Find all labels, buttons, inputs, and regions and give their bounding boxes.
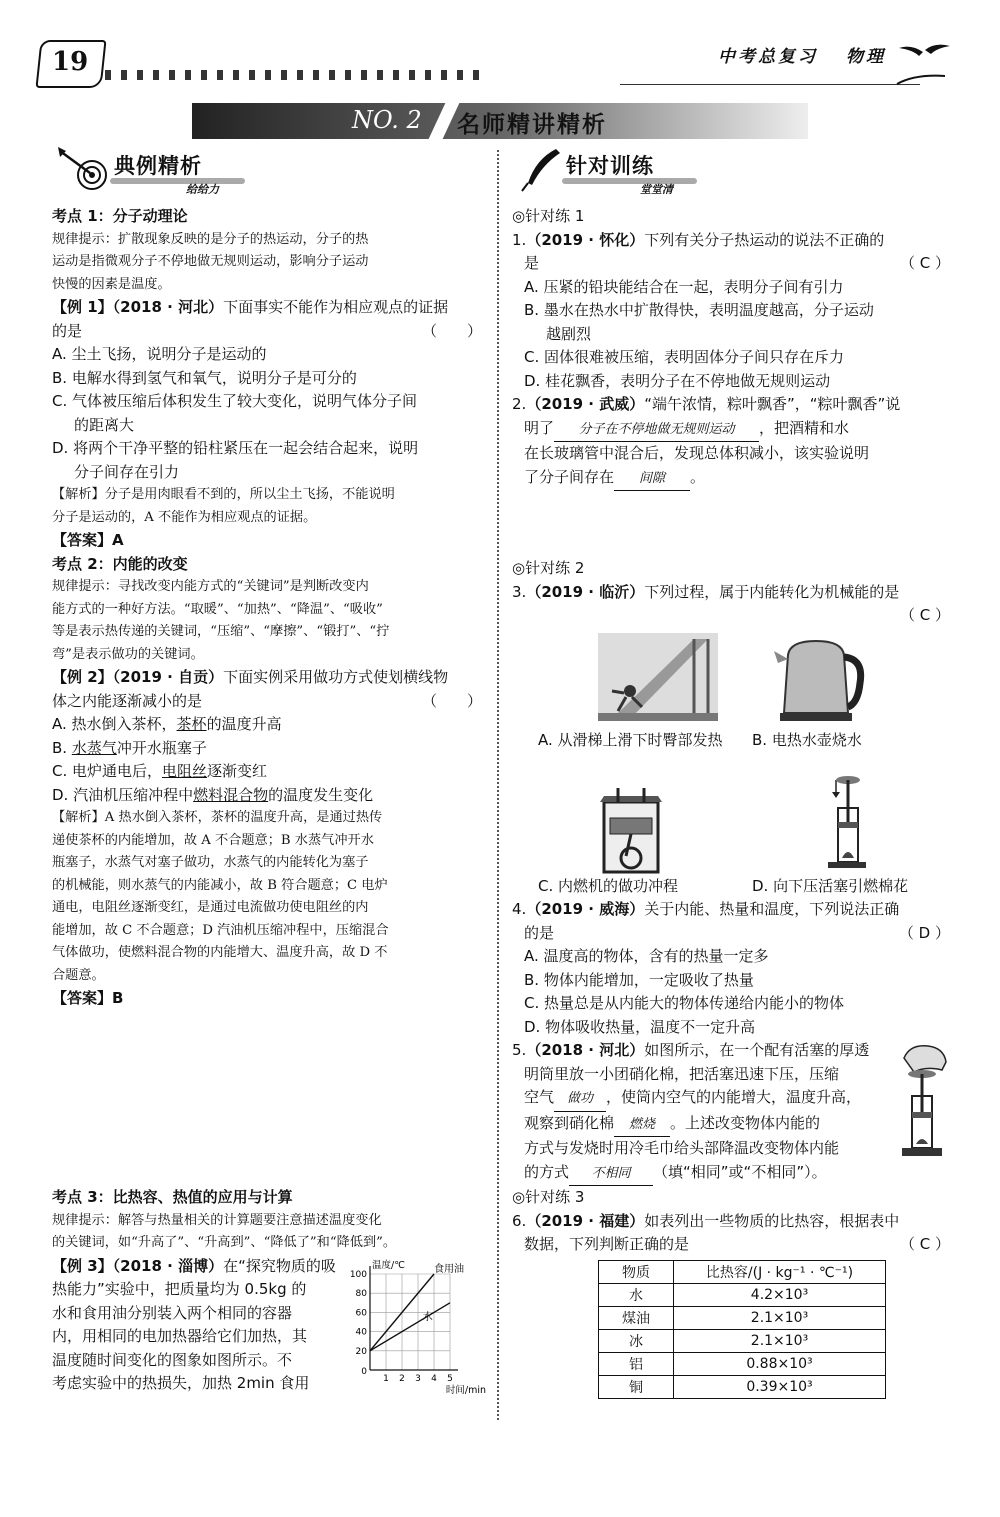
hand-piston-figure [896,1040,950,1160]
table-cell-heat: 2.1×10³ [674,1307,886,1330]
right-column-q4 [512,898,950,1257]
ex2-option-b [52,737,482,761]
slide-figure [598,633,718,721]
column-divider [497,150,499,1420]
ex2-answer: 【答案】B [52,989,124,1007]
q5-text-6b: （填“相同”或“不相同”）。 [653,1162,827,1181]
q5-text-4b: 。上述改变物体内能的 [670,1113,821,1132]
ex1-option-c: C. 气体被压缩后体积发生了较大变化，说明气体分子间 [52,392,418,410]
q3-caption-c: C. 内燃机的做功冲程 [538,877,679,895]
q5-line-5: 方式与发烧时用冷毛巾给头部降温改变物体内能 [524,1139,840,1157]
q5-number: 5. [512,1041,527,1059]
q1-option-a: A. 压紧的铅块能结合在一起，表明分子间有引力 [524,277,844,296]
specific-heat-table [598,1260,886,1399]
table-row [599,1307,886,1330]
ex2-c-post: 逐渐变红 [207,762,268,780]
engine-power-stroke-figure [588,788,674,880]
x-tick-label: 5 [447,1374,453,1384]
q5-source: （2018 · 河北） [526,1041,645,1059]
q2-line-3: 在长玻璃管中混合后，发现总体积减小，该实验说明 [524,444,870,462]
ex1-label: 【例 1】 [52,298,113,316]
q5-text-4a: 观察到硝化棉 [524,1113,615,1132]
banner-no: NO. 2 [352,106,422,134]
table-cell-substance: 冰 [599,1330,674,1353]
q5-blank-2: 燃烧 [614,1113,670,1138]
ex2-d-underlined: 燃料混合物 [193,785,269,804]
q3-caption-b: B. 电热水壶烧水 [752,731,862,749]
right-column-drill2 [512,557,950,627]
y-tick-label: 40 [355,1327,367,1338]
q1-option-b: B. 墨水在热水中扩散得快，表明温度越高，分子运动 [524,301,874,319]
table-row [599,1353,886,1376]
table-cell-heat: 2.1×10³ [674,1330,886,1353]
ex2-analysis-1: 【解析】A 热水倒入茶杯，茶杯的温度升高，是通过热传 [52,810,383,825]
ex2-b-underlined: 水蒸气 [71,738,117,757]
q1-stem [512,229,950,253]
y-axis-label: 温度/℃ [372,1260,405,1271]
q4-stem-2: 的是 [524,923,555,942]
ex1-analysis-1: 【解析】分子是用肉眼看不到的，所以尘土飞扬，不能说明 [52,487,395,502]
ex1-answer: 【答案】A [52,531,124,549]
q1-option-c: C. 固体很难被压缩，表明固体分子间只存在斥力 [524,348,845,366]
ex1-option-d-cont: 分子间存在引力 [74,462,180,481]
ex3-source: （2018 · 淄博） [112,1256,224,1275]
q5-line-4 [512,1112,950,1138]
ex2-source: （2019 · 自贡） [112,668,224,686]
ex3-line-3: 水和食用油分别装入两个相同的容器 [52,1303,293,1322]
ex3-line-4: 内，用相同的电加热器给它们加热，其 [52,1327,308,1345]
series-line-water [370,1303,450,1351]
x-tick-label: 4 [431,1374,437,1384]
x-tick-label: 2 [399,1374,405,1384]
drill-2-title: ◎针对练 2 [512,559,585,577]
q4-option-d: D. 物体吸收热量，温度不一定升高 [524,1017,756,1036]
q2-source: （2019 · 武威） [526,395,645,413]
piston-cotton-figure [822,774,866,874]
q5-text-6a: 的方式 [524,1162,570,1181]
q3-caption-a: A. 从滑梯上滑下时臀部发热 [538,731,723,749]
y-tick-label: 80 [355,1289,367,1300]
temperature-time-chart [348,1258,488,1398]
table-cell-substance: 煤油 [599,1307,674,1330]
ex2-label: 【例 2】 [52,668,113,686]
ex2-option-a [52,713,482,737]
ex3-text-1: 在“探究物质的吸 [223,1256,336,1275]
ex2-a-post: 的温度升高 [206,715,282,733]
ex2-c-underlined: 电阻丝 [162,762,208,780]
ex2-analysis-2: 递使茶杯的内能增加，故 A 不合题意；B 水蒸气冲开水 [52,832,374,848]
table-row [599,1284,886,1307]
q5-line-3 [512,1086,950,1112]
ex2-analysis-3: 瓶塞子，水蒸气对塞子做功，水蒸气的内能转化为塞子 [52,855,369,870]
q1-number: 1. [512,230,527,249]
q5-line-1 [512,1039,950,1063]
ex1-option-b: B. 电解水得到氢气和氧气，说明分子是可分的 [52,368,357,387]
q5-blank-3: 不相同 [569,1162,653,1187]
q6-stem-2: 数据，下列判断正确的是 [524,1235,690,1253]
q4-option-a: A. 温度高的物体，含有的热量一定多 [524,947,769,965]
ex3-label: 【例 3】 [52,1256,113,1275]
q3-answer: （ C ） [899,606,950,624]
ex2-d-pre: D. 汽油机压缩冲程中 [52,785,194,804]
k2-tip-3: 等是表示热传递的关键词，“压缩”、“摩擦”、“锻打”、“拧 [52,624,390,639]
ex1-analysis-2: 分子是运动的，A 不能作为相应观点的证据。 [52,509,317,525]
ex2-analysis-4: 的机械能，则水蒸气的内能减小，故 B 符合题意；C 电炉 [52,877,388,893]
k2-title: 考点 2：内能的改变 [52,554,188,573]
k2-tip-1: 规律提示：寻找改变内能方式的“关键词”是判断改变内 [52,579,369,594]
ex1-stem [52,296,482,320]
y-tick-label: 60 [355,1308,367,1319]
q2-text-2b: ，把酒精和水 [759,418,850,437]
ex2-analysis-8: 合题意。 [52,967,105,983]
x-tick-label: 0 [361,1367,367,1377]
x-tick-label: 1 [383,1374,389,1384]
series-label-water: 水 [422,1312,433,1323]
series-label-oil: 食用油 [434,1264,464,1275]
q3-stem [512,581,950,605]
k2-tip-4: 弯”是表示做功的关键词。 [52,646,204,662]
q3-number: 3. [512,582,527,601]
q1-stem-2: 是 [524,254,540,272]
q3-stem-text: 下列过程，属于内能转化为机械能的是 [644,582,900,601]
q5-text-1: 如图所示，在一个配有活塞的厚透 [644,1041,870,1059]
ex3-line-2: 热能力”实验中，把质量均为 0.5kg 的 [52,1280,307,1298]
table-cell-heat: 0.39×10³ [674,1376,886,1399]
q2-number: 2. [512,395,527,413]
ex2-option-d [52,784,482,808]
header-rule [620,84,920,85]
q4-answer: （ D ） [898,923,950,942]
table-row [599,1376,886,1399]
drill-1-title: ◎针对练 1 [512,207,585,225]
k2-tip-2: 能方式的一种好方法。“取暖”、“加热”、“降温”、“吸收” [52,601,383,617]
left-column [52,205,482,1011]
right-section-underline [562,178,697,184]
q4-stem-line2 [512,922,950,946]
k1-tip-3: 快慢的因素是温度。 [52,276,171,292]
q1-stem-line2 [512,252,950,276]
q4-stem-1: 关于内能、热量和温度，下列说法正确 [644,900,900,918]
ex2-stem [52,666,482,690]
ex2-stem-2: 体之内能逐渐减小的是 [52,691,203,710]
ex1-source: （2018 · 河北） [112,298,224,316]
q2-text-2a: 明了 [524,418,555,437]
ex1-answer-paren: （ ） [421,321,482,340]
table-header-heat: 比热容/(J · kg⁻¹ · ℃⁻¹) [674,1261,886,1284]
quill-pen-icon [516,145,564,193]
x-axis-label: 时间/min [445,1385,486,1396]
q2-text-4a: 了分子间存在 [524,467,615,486]
header-book: 中考总复习 [718,47,818,67]
ex2-analysis-5: 通电，电阻丝逐渐变红，是通过电流做功使电阻丝的内 [52,900,369,915]
q5-line-2: 明筒里放一小团硝化棉，把活塞迅速下压，压缩 [524,1064,840,1083]
q2-line-4 [512,466,950,492]
header-dots [105,70,485,80]
q6-source: （2019 · 福建） [526,1211,645,1230]
y-tick-label: 20 [355,1346,367,1357]
k1-tip-1: 规律提示：扩散现象反映的是分子的热运动，分子的热 [52,231,369,247]
q6-stem-1: 如表列出一些物质的比热容，根据表中 [644,1211,900,1230]
q2-line-1 [512,393,950,417]
q4-option-b: B. 物体内能增加，一定吸收了热量 [524,970,754,989]
ex1-stem-2: 的是 [52,321,83,340]
drill-3-title: ◎针对练 3 [512,1188,585,1206]
table-cell-heat: 4.2×10³ [674,1284,886,1307]
q2-text-4b: 。 [690,467,706,486]
q6-answer: （ C ） [899,1235,950,1253]
table-cell-substance: 铝 [599,1353,674,1376]
right-section-title: 针对训练 [566,154,654,178]
dart-target-icon [54,145,110,193]
page-number: 19 [52,47,89,77]
q1-stem-1: 下列有关分子热运动的说法不正确的 [644,230,885,249]
ex2-c-pre: C. 电炉通电后， [52,762,163,780]
q3-answer-line [512,604,950,627]
bird-icon [895,40,955,90]
table-cell-substance: 水 [599,1284,674,1307]
q2-text-1: “端午浓情，粽叶飘香”，“粽叶飘香”说 [644,395,901,413]
left-section-underline [110,178,245,184]
q4-number: 4. [512,900,527,918]
ex3-line-6: 考虑实验中的热损失，加热 2min 食用 [52,1374,310,1392]
q6-stem [512,1210,950,1234]
q4-stem [512,898,950,922]
ex1-option-c-cont: 的距离大 [74,415,135,434]
ex2-d-post: 的温度发生变化 [268,785,374,804]
right-column [512,205,950,491]
q1-option-d: D. 桂花飘香，表明分子在不停地做无规则运动 [524,371,831,390]
q5-text-3b: ，使筒内空气的内能增大，温度升高， [606,1088,862,1106]
ex2-b-pre: B. [52,738,72,757]
banner-title: 名师精讲精析 [457,112,607,138]
ex2-a-underlined: 茶杯 [176,715,207,733]
q5-line-6 [512,1161,950,1187]
q1-option-b-cont: 越剧烈 [546,324,592,343]
q6-number: 6. [512,1211,527,1230]
y-tick-label: 100 [349,1270,367,1280]
q3-caption-d: D. 向下压活塞引燃棉花 [752,877,909,895]
q5-blank-1: 做功 [554,1087,606,1112]
q4-option-c: C. 热量总是从内能大的物体传递给内能小的物体 [524,994,845,1012]
table-cell-substance: 铜 [599,1376,674,1399]
k3-tip-1: 规律提示：解答与热量相关的计算题要注意描述温度变化 [52,1212,382,1228]
ex1-stem-line2 [52,320,482,344]
ex1-stem-1: 下面事实不能作为相应观点的证据 [223,298,449,316]
q1-source: （2019 · 怀化） [526,230,645,249]
ex2-analysis-7: 气体做功，使燃料混合物的内能增大、温度升高，故 D 不 [52,945,388,960]
q2-blank-1: 分子在不停地做无规则运动 [554,418,759,443]
header-subject: 物理 [846,47,886,67]
electric-kettle-figure [770,633,866,725]
ex3-line-5: 温度随时间变化的图象如图所示。不 [52,1350,293,1369]
q2-line-2 [512,417,950,443]
k3-title: 考点 3：比热容、热值的应用与计算 [52,1188,293,1206]
table-cell-heat: 0.88×10³ [674,1353,886,1376]
ex2-a-pre: A. 热水倒入茶杯， [52,715,177,733]
q2-blank-2: 间隙 [614,467,690,492]
left-section-title: 典例精析 [114,154,202,178]
ex2-b-post: 冲开水瓶塞子 [116,738,207,757]
q5-text-3a: 空气 [524,1088,555,1106]
ex1-option-a: A. 尘土飞扬，说明分子是运动的 [52,345,267,363]
x-tick-label: 3 [415,1374,421,1384]
ex2-stem-line2 [52,690,482,714]
q3-source: （2019 · 临沂） [526,582,645,601]
ex2-option-c [52,760,482,784]
k1-title: 考点 1：分子动理论 [52,207,188,225]
table-header-substance: 物质 [599,1261,674,1284]
q1-answer: （ C ） [899,254,950,272]
ex2-stem-1: 下面实例采用做功方式使划横线物 [223,668,449,686]
table-row [599,1330,886,1353]
ex1-option-d: D. 将两个干净平整的铅柱紧压在一起会结合起来，说明 [52,439,419,457]
q4-source: （2019 · 威海） [526,900,645,918]
left-section-subtitle: 给给力 [186,183,219,196]
ex2-answer-paren: （ ） [421,691,482,710]
right-section-subtitle: 堂堂清 [640,183,673,196]
table-header-row [599,1261,886,1284]
ex2-analysis-6: 能增加，故 C 不合题意；D 汽油机压缩冲程中，压缩混合 [52,922,389,938]
q6-stem-line2 [512,1233,950,1257]
k1-tip-2: 运动是指微观分子不停地做无规则运动，影响分子运动 [52,254,369,269]
k3-tip-2: 的关键词，如“升高了”、“升高到”、“降低了”和“降低到”。 [52,1235,397,1250]
